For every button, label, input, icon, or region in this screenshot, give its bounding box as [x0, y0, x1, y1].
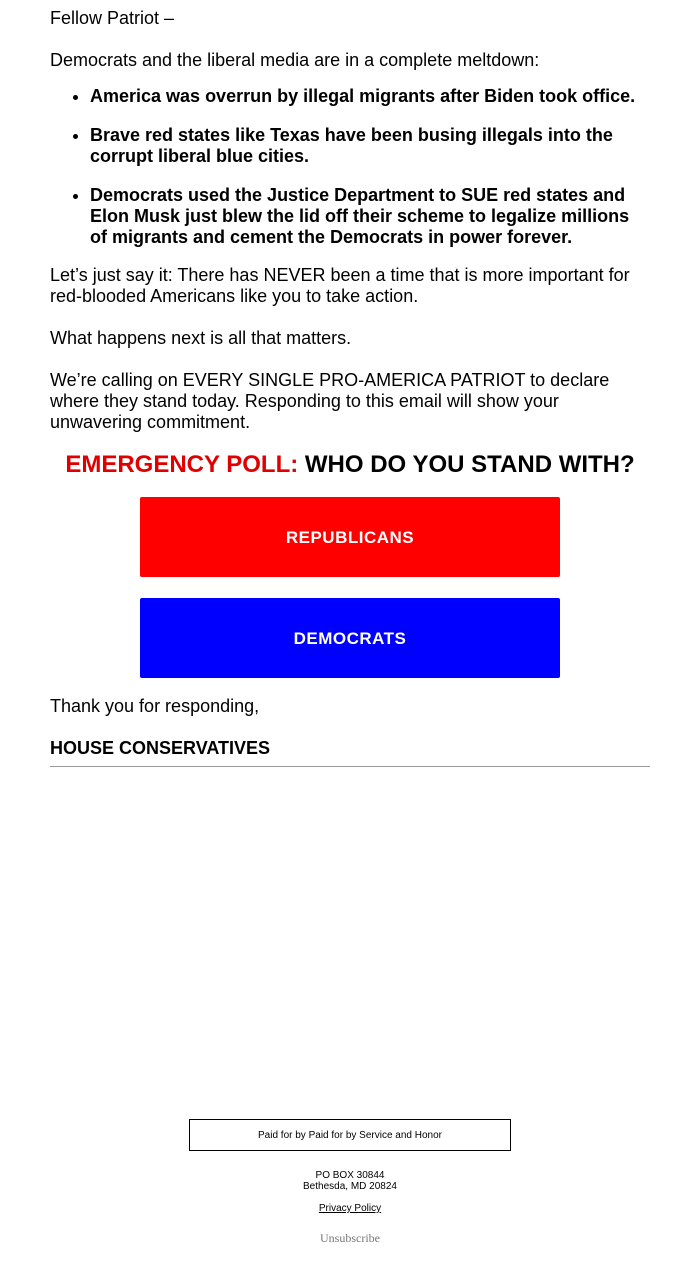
greeting: Fellow Patriot – [50, 8, 175, 28]
democrats-button-label: DEMOCRATS [293, 628, 407, 648]
list-item: • Brave red states like Texas have been busing illegals into the corrupt liberal blue cities. [90, 125, 650, 167]
paid-for-text: Paid for by Paid for by Service and Honor [258, 1129, 442, 1141]
poll-prefix: EMERGENCY POLL: [65, 451, 299, 478]
mailing-address [0, 1170, 700, 1192]
divider [50, 766, 650, 767]
intro-text: Democrats and the liberal media are in a complete meltdown: [50, 50, 540, 70]
privacy-container [0, 1203, 700, 1214]
democrats-button[interactable] [140, 598, 560, 678]
bullet-list [50, 86, 650, 266]
signature: HOUSE CONSERVATIVES [50, 738, 271, 758]
body-paragraph: We’re calling on EVERY SINGLE PRO-AMERICA PATRIOT to declare where they stand today. Responding to this email will show your unwavering commitment. [50, 370, 610, 432]
poll-question: WHO DO YOU STAND WITH? [304, 451, 635, 478]
list-item: • Democrats used the Justice Department to SUE red states and Elon Musk just blew the lid off their scheme to legalize millions of migrants and cement the Democrats in power forever. [90, 185, 650, 248]
unsubscribe-link[interactable]: Unsubscribe [320, 1231, 380, 1245]
body-paragraph: Let’s just say it: There has NEVER been a time that is more important for red-blooded Americans like you to take action. [50, 265, 630, 306]
poll-heading [50, 451, 650, 479]
address-line: PO BOX 30844 [315, 1170, 385, 1181]
privacy-policy-link[interactable]: Privacy Policy [318, 1203, 382, 1214]
body-paragraph: What happens next is all that matters. [50, 328, 352, 348]
republicans-button[interactable] [140, 497, 560, 577]
thanks-text: Thank you for responding, [50, 696, 260, 716]
address-line: Bethesda, MD 20824 [303, 1181, 397, 1192]
list-item: • America was overrun by illegal migrants after Biden took office. [90, 86, 650, 107]
republicans-button-label: REPUBLICANS [285, 527, 415, 547]
paid-for-disclaimer [189, 1119, 511, 1151]
